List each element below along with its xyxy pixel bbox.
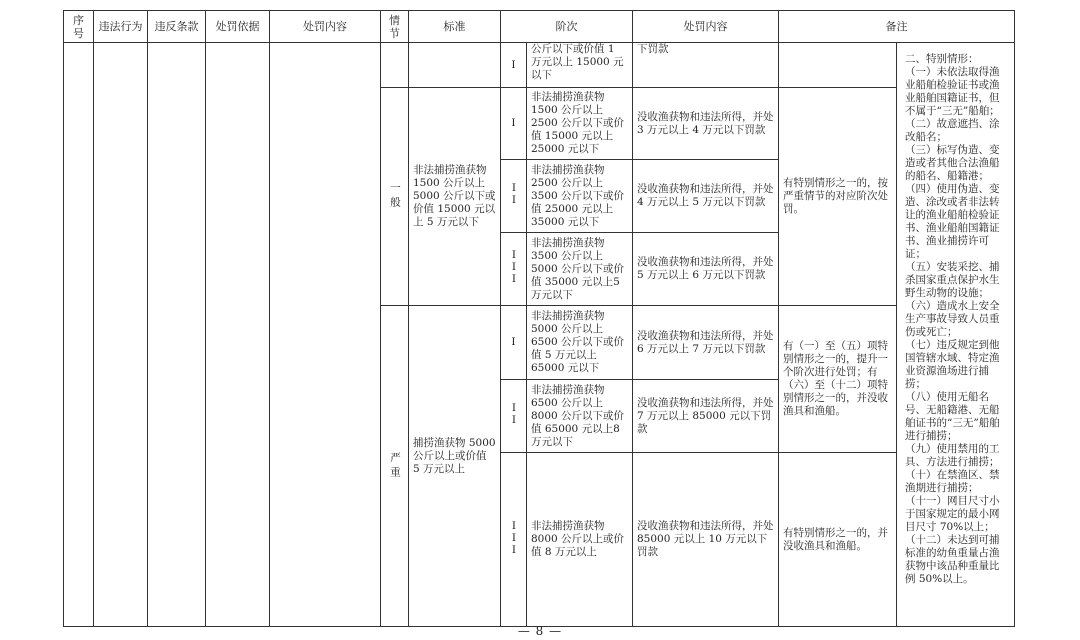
special-case: （八）使用无船名号、无船籍港、无船舶证书的“三无”船舶进行捕捞； bbox=[905, 391, 1000, 442]
level-penalty: 没收渔获物和违法所得，并处 3 万元以上 4 万元以下罚款 bbox=[633, 88, 779, 160]
special-case: （十一）网目尺寸小于国家规定的最小网目尺寸 70%以上； bbox=[905, 495, 1000, 533]
special-case: （十）在禁渔区、禁渔期进行捕捞； bbox=[905, 469, 1000, 494]
special-case: （六）造成水上安全生产事故导致人员重伤或死亡； bbox=[905, 300, 1000, 338]
level-penalty: 没收渔获物和违法所得，并处 5 万元以上 6 万元以下罚款 bbox=[633, 233, 779, 306]
circumstance-severe: 严重 bbox=[381, 306, 409, 627]
level-roman bbox=[501, 160, 527, 233]
special-case: （七）违反规定到他国管辖水域、特定渔业资源渔场进行捕捞； bbox=[905, 339, 1000, 390]
seq-cell bbox=[64, 43, 94, 627]
level-text: 非法捕捞渔获物 3500 公斤以上 5000 公斤以下或价值 35000 元以上5万元以下 bbox=[527, 233, 633, 306]
special-case: （十二）未达到可捕标准的幼鱼重量占渔获物中该品种重量比例 50%以上。 bbox=[905, 534, 1000, 585]
special-case: （三）标写伪造、变造或者其他合法渔船的船名、船籍港； bbox=[905, 144, 1000, 182]
level-roman bbox=[501, 233, 527, 306]
special-case: （五）安装采挖、捕杀国家重点保护水生野生动物的设施； bbox=[905, 261, 1000, 299]
header-standard: 标准 bbox=[409, 11, 501, 43]
circumstance-cell-top bbox=[381, 43, 409, 88]
level-roman: Ⅰ bbox=[501, 43, 527, 88]
level-roman bbox=[501, 380, 527, 453]
level-penalty: 没收渔获物和违法所得，并处 6 万元以上 7 万元以下罚款 bbox=[633, 306, 779, 380]
header-level: 阶次 bbox=[501, 11, 633, 43]
penalty-standard-table bbox=[63, 10, 1015, 627]
header-penalty: 处罚内容 bbox=[270, 11, 381, 43]
special-case: （一）未依法取得渔业船舶检验证书或渔业船舶国籍证书，但不属于“三无”船舶； bbox=[905, 66, 1000, 117]
basis-cell bbox=[206, 43, 270, 627]
level-roman: Ⅰ bbox=[501, 88, 527, 160]
standard-severe: 捕捞渔获物 5000 公斤以上或价值 5 万元以上 bbox=[409, 306, 501, 627]
level-text: 非法捕捞渔获物 2500 公斤以上 3500 公斤以下或价值 25000 元以上 35000 元以下 bbox=[527, 160, 633, 233]
special-case: （九）使用禁用的工具、方法进行捕捞； bbox=[905, 443, 1000, 468]
special-cases-cell bbox=[897, 43, 1015, 627]
circumstance-general: 一般 bbox=[381, 88, 409, 306]
roman-numeral: ⅠⅠⅠ bbox=[508, 249, 520, 285]
header-penalty-content: 处罚内容 bbox=[633, 11, 779, 43]
header-article: 违反条款 bbox=[148, 11, 206, 43]
special-case: （二）故意遮挡、涂改船名； bbox=[905, 118, 1000, 143]
level-text: 非法捕捞渔获物 6500 公斤以上 8000 公斤以下或价值 65000 元以上8万元以下 bbox=[527, 380, 633, 453]
header-act: 违法行为 bbox=[94, 11, 148, 43]
roman-numeral: ⅠⅠ bbox=[508, 182, 520, 206]
act-cell bbox=[94, 43, 148, 627]
roman-numeral: ⅠⅠⅠ bbox=[508, 519, 520, 556]
header-remarks: 备注 bbox=[779, 11, 1015, 43]
article-cell bbox=[148, 43, 206, 627]
table-row bbox=[64, 43, 1015, 88]
level-text: 公斤以下或价值 1 万元以上 15000 元以下 bbox=[527, 43, 633, 88]
remark-general: 有特别情形之一的，按严重情节的对应阶次处罚。 bbox=[779, 88, 897, 306]
special-case: （四）使用伪造、变造、涂改或者非法转让的渔业船舶检验证书、渔业船舶国籍证书、渔业捕捞许可证； bbox=[905, 183, 1000, 260]
header-basis: 处罚依据 bbox=[206, 11, 270, 43]
page-number: — 8 — bbox=[517, 624, 563, 638]
remark-severe-b: 有特别情形之一的，并没收渔具和渔船。 bbox=[779, 453, 897, 627]
level-penalty: 没收渔获物和违法所得，并处 7 万元以上 85000 元以下罚款 bbox=[633, 380, 779, 453]
level-roman: Ⅰ bbox=[501, 306, 527, 380]
remark-severe-a: 有（一）至（五）项特别情形之一的，提升一个阶次进行处罚；有（六）至（十二）项特别情形之一的，并没收渔具和渔船。 bbox=[779, 306, 897, 453]
roman-numeral: ⅠⅠ bbox=[508, 402, 520, 426]
level-text: 非法捕捞渔获物 5000 公斤以上 6500 公斤以下或价值 5 万元以上 65000 元以下 bbox=[527, 306, 633, 380]
penalty-cell bbox=[270, 43, 381, 627]
level-roman bbox=[501, 453, 527, 627]
level-penalty: 没收渔获物和违法所得，并处 4 万元以上 5 万元以下罚款 bbox=[633, 160, 779, 233]
level-text: 非法捕捞渔获物 8000 公斤以上或价值 8 万元以上 bbox=[527, 453, 633, 627]
level-penalty: 没收渔获物和违法所得，并处 85000 元以上 10 万元以下罚款 bbox=[633, 453, 779, 627]
header-seq: 序号 bbox=[64, 11, 94, 43]
table-header-row bbox=[64, 11, 1015, 43]
level-penalty: 下罚款 bbox=[633, 43, 779, 88]
standard-cell-top bbox=[409, 43, 501, 88]
remark-cell-top bbox=[779, 43, 897, 88]
standard-general: 非法捕捞渔获物 1500 公斤以上 5000 公斤以下或价值 15000 元以上 5 万元以下 bbox=[409, 88, 501, 306]
special-case: 二、特别情形： bbox=[905, 53, 979, 65]
level-text: 非法捕捞渔获物 1500 公斤以上 2500 公斤以下或价值 15000 元以上 25000 元以下 bbox=[527, 88, 633, 160]
header-circumstance: 情节 bbox=[381, 11, 409, 43]
